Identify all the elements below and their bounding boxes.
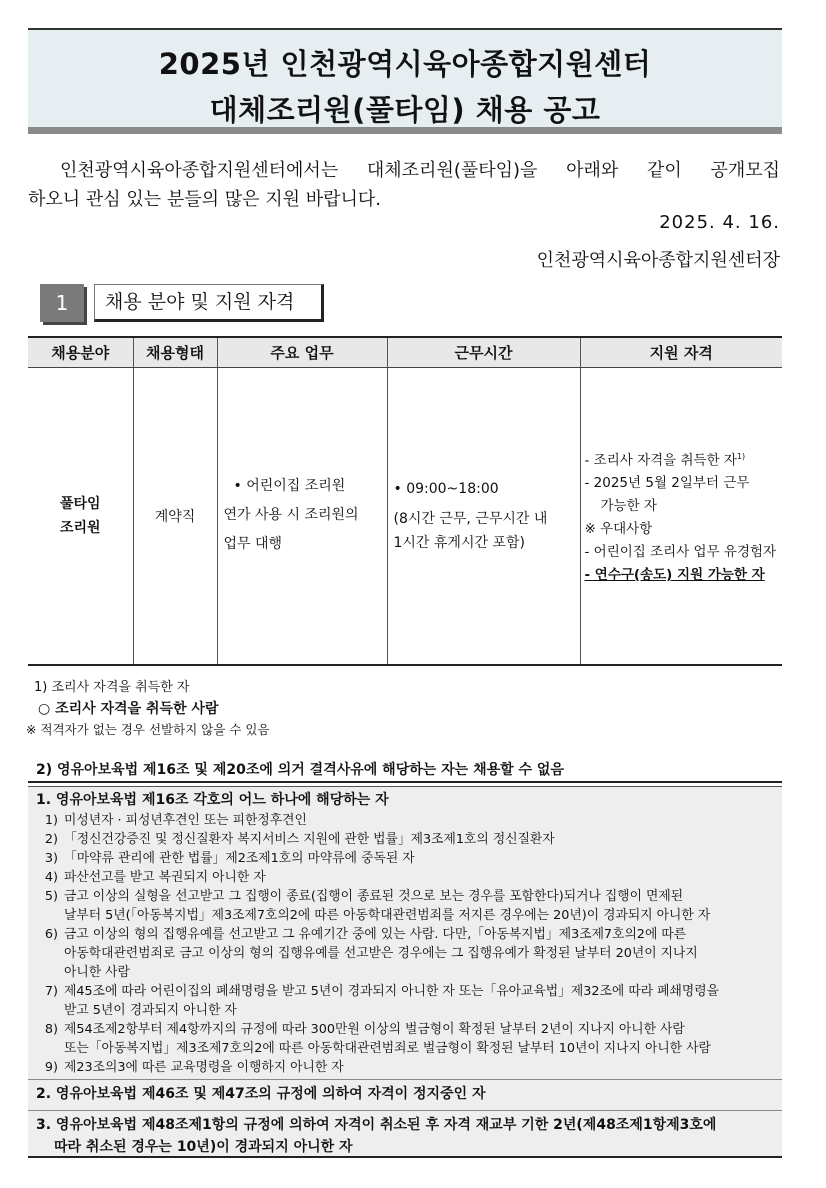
list-item-text: [64, 925, 774, 982]
footnote-1: 1) 조리사 자격을 취득한 자: [34, 680, 190, 695]
qual-line2: - 2025년 5월 2일부터 근무: [584, 475, 750, 491]
disq-section-2: 2. 영유아보육법 제46조 및 제47조의 규정에 의하여 자격이 정지중인 자: [36, 1086, 486, 1102]
list-item-text: [64, 887, 774, 925]
header-field: 채용분야: [28, 337, 133, 367]
list-item-line: 아동학대관련범죄로 금고 이상의 형의 집행유예를 선고받은 경우에는 그 집행유예가 확정된 날부터 20년이 지나지: [64, 946, 698, 961]
table-header-row: [28, 337, 782, 367]
list-item-line: 아니한 사람: [64, 965, 130, 980]
footnote-marker: 1): [736, 451, 746, 461]
hours-line1: • 09:00~18:00: [393, 480, 499, 497]
list-item-text: [64, 868, 774, 887]
section-number: 1: [40, 284, 84, 322]
page-title-line1: 2025년 인천광역시육아종합지원센터: [158, 47, 652, 81]
list-item-line: 날부터 5년(「아동복지법」제3조제7호의2에 따른 아동학대관련범죄를 저지른 경우에는 20년)이 경과되지 아니한 자: [64, 908, 711, 923]
list-item-line: 미성년자 · 피성년후견인 또는 피한정후견인: [64, 813, 307, 828]
list-item: [36, 811, 774, 830]
list-item-line: 「마약류 관리에 관한 법률」제2조제1호의 마약류에 중독된 자: [64, 851, 415, 866]
list-item-line: 제45조에 따라 어린이집의 폐쇄명령을 받고 5년이 경과되지 아니한 자 또는「유아교육법」제32조에 따라 폐쇄명령을: [64, 984, 719, 999]
duty-line2: 연가 사용 시 조리원의: [223, 507, 359, 524]
intro-line1: 인천광역시육아종합지원센터에서는 대체조리원(풀타임)을 아래와 같이 공개모집: [60, 160, 780, 181]
page-title-line2: 대체조리원(풀타임) 채용 공고: [209, 93, 601, 127]
header-qualification: 지원 자격: [580, 337, 782, 367]
list-item: [36, 849, 774, 868]
qual-line3: 가능한 자: [600, 498, 657, 514]
list-item: [36, 925, 774, 982]
cell-duty: [217, 367, 387, 665]
field-line2: 조리원: [59, 519, 101, 536]
list-item-text: [64, 811, 774, 830]
intro-paragraph: [28, 156, 780, 214]
disq-section-3-line2: 따라 취소된 경우는 10년)이 경과되지 아니한 자: [54, 1139, 353, 1155]
duty-line3: 업무 대행: [223, 536, 283, 553]
disqualification-box: [28, 786, 782, 1158]
cell-hours: [387, 367, 580, 665]
issuing-organization: 인천광역시육아종합지원센터장: [536, 250, 780, 271]
list-item-number: 3): [44, 851, 58, 866]
list-item-number: 1): [44, 813, 58, 828]
list-item-line: 「정신건강증진 및 정신질환자 복지서비스 지원에 관한 법률」제3조제1호의 정신질환자: [64, 832, 555, 847]
notice-date: 2025. 4. 16.: [659, 212, 780, 233]
list-item-line: 제23조의3에 따른 교육명령을 이행하지 아니한 자: [64, 1060, 344, 1075]
list-item-number: 8): [44, 1022, 58, 1037]
section-title: 채용 분야 및 지원 자격: [94, 284, 324, 322]
disqualification-heading: 2) 영유아보육법 제16조 및 제20조에 의거 결격사유에 해당하는 자는 채용할 수 없음: [28, 757, 782, 783]
footnote-1-detail: ○ 조리사 자격을 취득한 사람: [38, 701, 219, 717]
disq-section-3-line1: 3. 영유아보육법 제48조제1항의 규정에 의하여 자격이 취소된 후 자격 재교부 기한 2년(제48조제1항제3호에: [36, 1117, 717, 1133]
list-item-line: 제54조제2항부터 제4항까지의 규정에 따라 300만원 이상의 벌금형이 확정된 날부터 2년이 지나지 아니한 사람: [64, 1022, 685, 1037]
table-notes: [28, 676, 788, 742]
qual-line4: ※ 우대사항: [584, 521, 653, 537]
intro-line2: 하오니 관심 있는 분들의 많은 지원 바랍니다.: [28, 189, 382, 210]
list-item: [36, 1058, 774, 1077]
hours-line3: 1시간 휴게시간 포함): [393, 534, 525, 551]
list-item: [36, 868, 774, 887]
header-hours: 근무시간: [387, 337, 580, 367]
list-item: [36, 982, 774, 1020]
list-item-line: 받고 5년이 경과되지 아니한 자: [64, 1003, 237, 1018]
list-item-text: [64, 1058, 774, 1077]
field-line1: 풀타임: [59, 495, 101, 512]
header-type: 채용형태: [133, 337, 217, 367]
list-item-line: 파산선고를 받고 복권되지 아니한 자: [64, 870, 266, 885]
list-item: [36, 830, 774, 849]
list-item-text: [64, 849, 774, 868]
list-item: [36, 1020, 774, 1058]
qual-line1: - 조리사 자격을 취득한 자: [584, 452, 737, 468]
selection-note: ※ 적격자가 없는 경우 선발하지 않을 수 있음: [26, 722, 270, 737]
list-item-text: [64, 830, 774, 849]
divider: [28, 1110, 782, 1111]
list-item-number: 5): [44, 889, 58, 904]
list-item-number: 7): [44, 984, 58, 999]
header-duty: 주요 업무: [217, 337, 387, 367]
disq-section-1: 1. 영유아보육법 제16조 각호의 어느 하나에 해당하는 자: [36, 792, 389, 808]
list-item-number: 9): [44, 1060, 58, 1075]
list-item-number: 6): [44, 927, 58, 942]
duty-line1: • 어린이집 조리원: [233, 478, 346, 495]
hours-line2: (8시간 근무, 근무시간 내: [393, 510, 548, 527]
qual-line6: - 연수구(송도) 지원 가능한 자: [584, 567, 765, 583]
title-banner: [28, 28, 782, 134]
list-item-line: 금고 이상의 형의 집행유예를 선고받고 그 유예기간 중에 있는 사람. 다만,「아동복지법」제3조제7호의2에 따른: [64, 927, 687, 942]
cell-field: [28, 367, 133, 665]
list-item-line: 또는「아동복지법」제3조제7호의2에 따른 아동학대관련범죄로 벌금형이 확정된 날부터 10년이 지나지 아니한 사람: [64, 1041, 711, 1056]
list-item-number: 4): [44, 870, 58, 885]
list-item-text: [64, 1020, 774, 1058]
disq-item-list: [36, 811, 774, 1077]
list-item-line: 금고 이상의 실형을 선고받고 그 집행이 종료(집행이 종료된 것으로 보는 경우를 포함한다)되거나 집행이 면제된: [64, 889, 684, 904]
qual-line5: - 어린이집 조리사 업무 유경험자: [584, 544, 777, 560]
table-row: [28, 367, 782, 665]
list-item-number: 2): [44, 832, 58, 847]
list-item-text: [64, 982, 774, 1020]
cell-qualification: [580, 367, 782, 665]
cell-type: 계약직: [133, 367, 217, 665]
recruitment-table: [28, 336, 782, 666]
list-item: [36, 887, 774, 925]
